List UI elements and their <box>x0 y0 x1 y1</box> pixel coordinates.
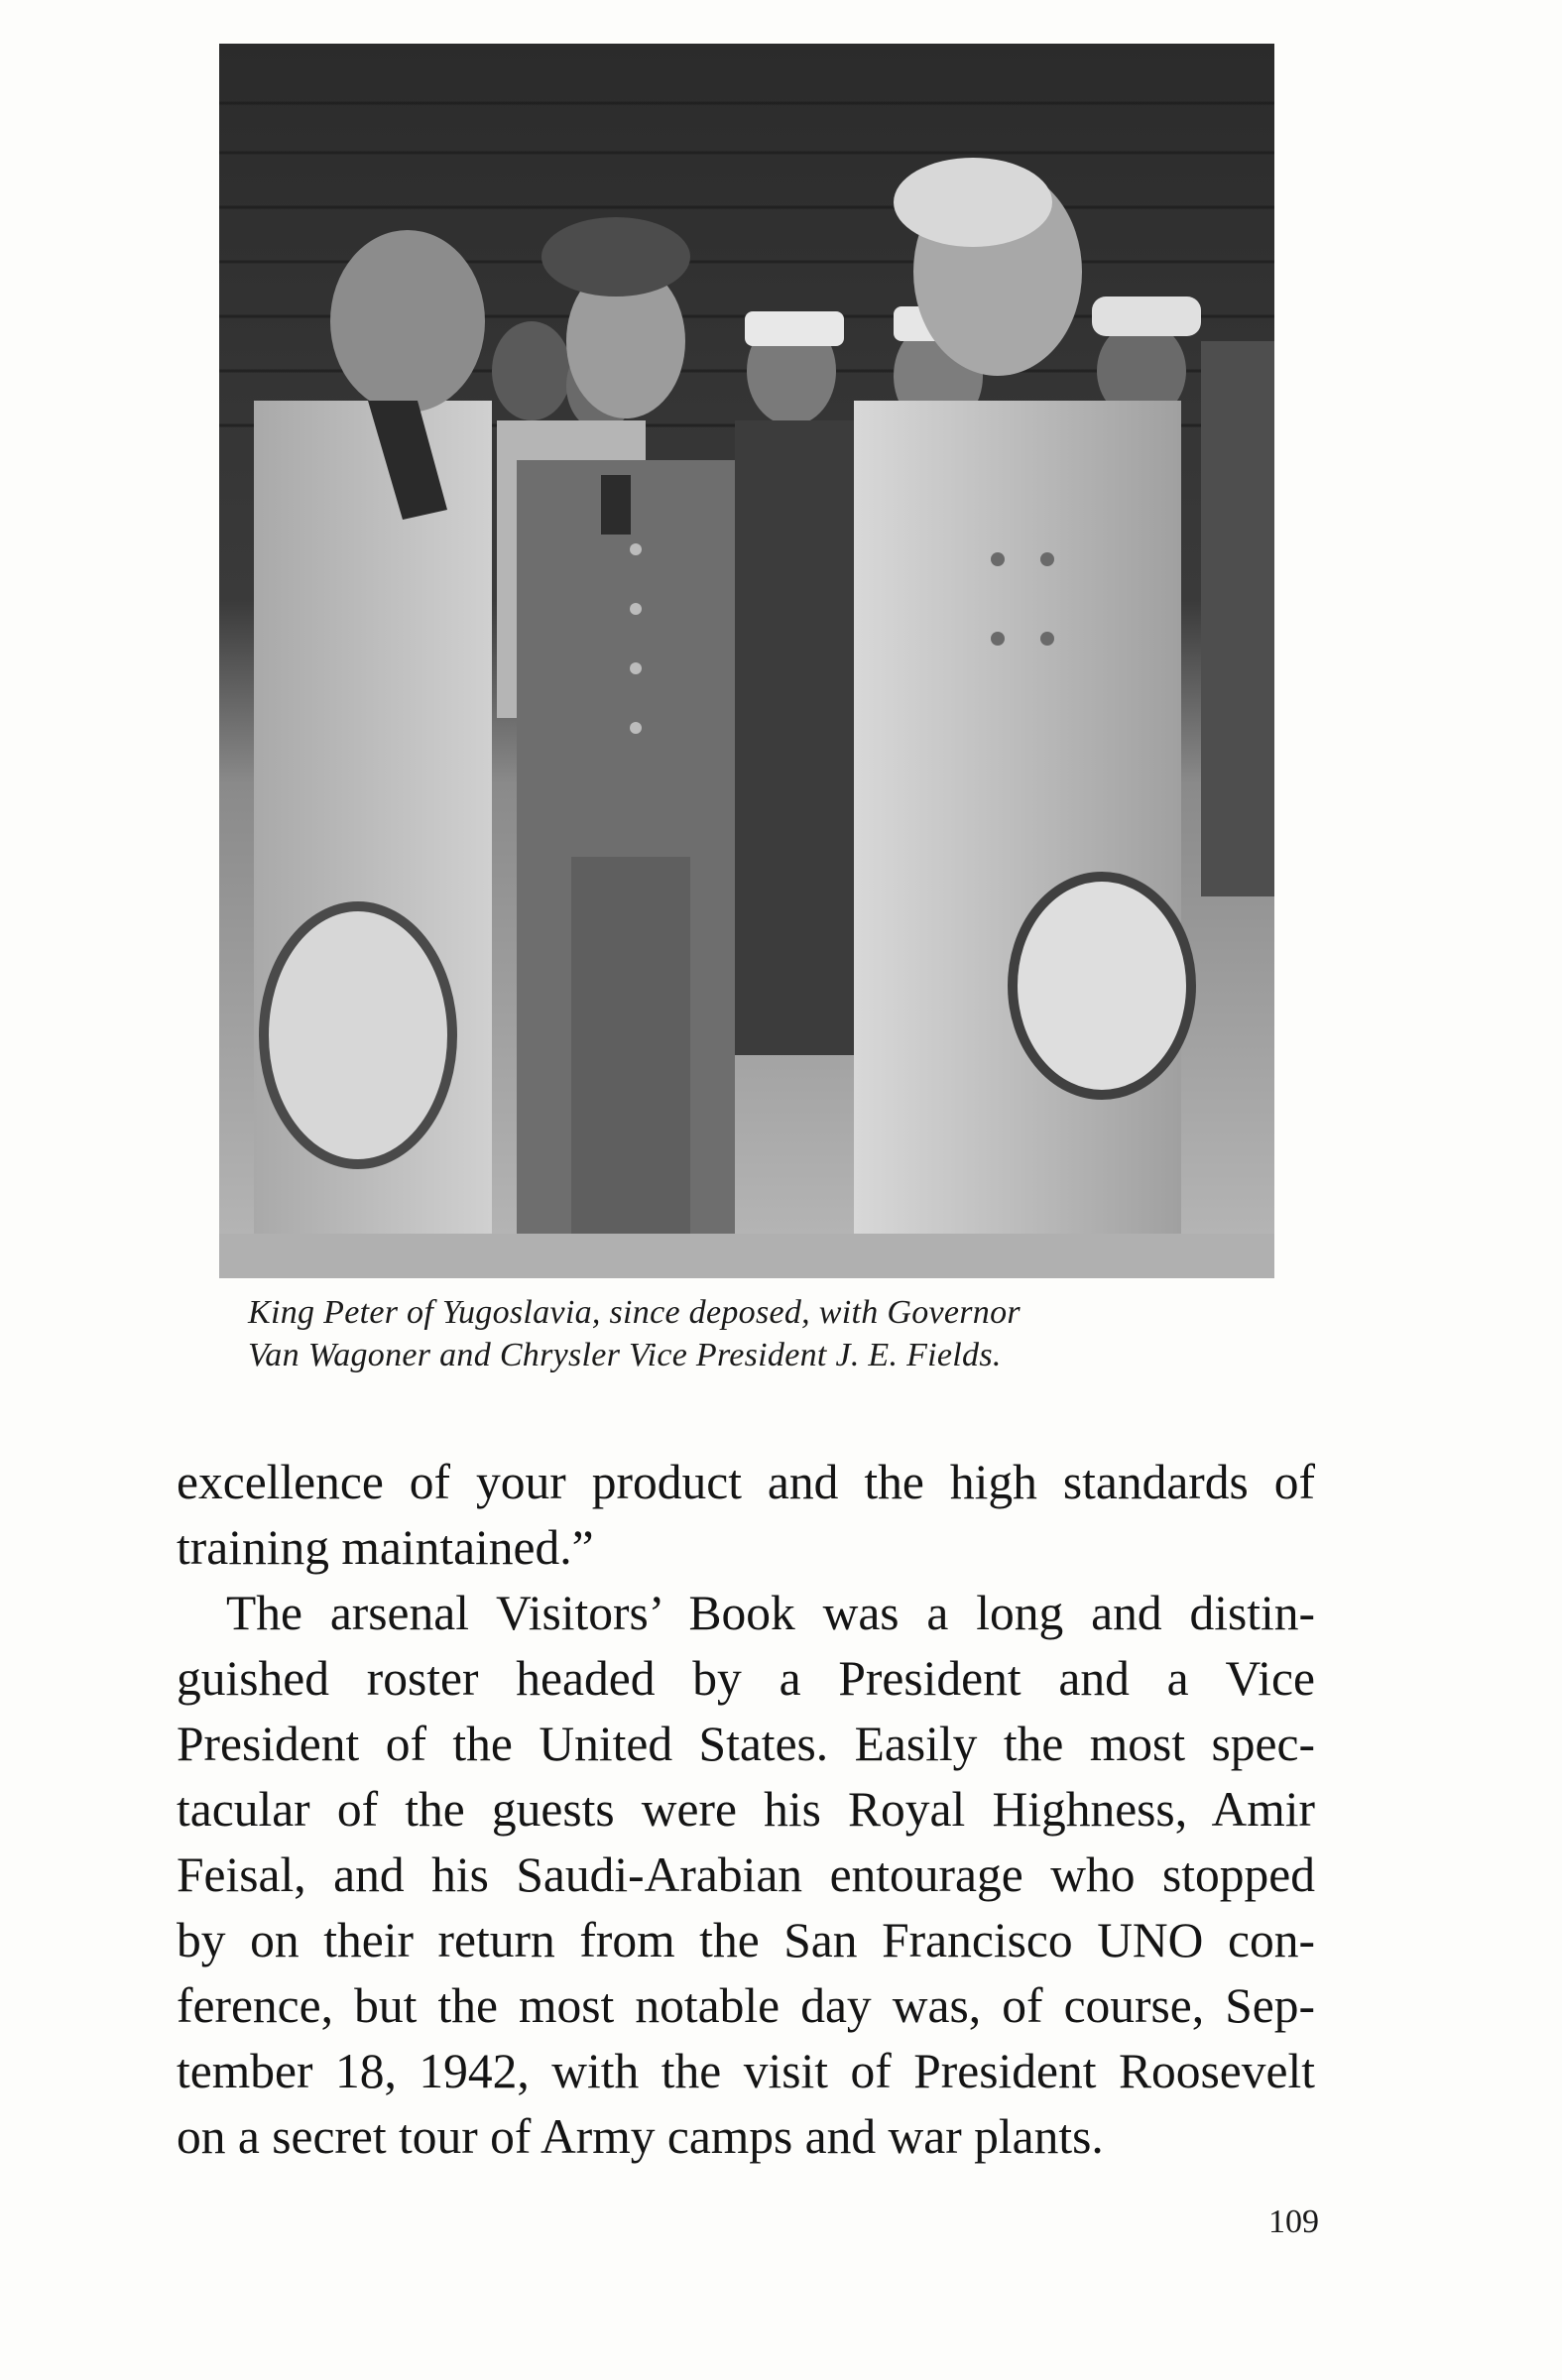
body-line: Feisal, and his Saudi-Arabian entourage who stopped <box>177 1847 1315 1902</box>
body-line: on a secret tour of Army camps and war plants. <box>177 2109 1104 2164</box>
body-line: ference, but the most notable day was, of course, Sep- <box>177 1978 1315 2033</box>
body-line: guished roster headed by a President and a Vice <box>177 1651 1315 1706</box>
photograph <box>219 44 1274 1278</box>
body-line: The arsenal Visitors’ Book was a long and distin- <box>226 1586 1315 1640</box>
caption-line: King Peter of Yugoslavia, since deposed, with Governor <box>248 1294 1021 1331</box>
body-line: tacular of the guests were his Royal Highness, Amir <box>177 1782 1315 1837</box>
body-line: President of the United States. Easily the most spec- <box>177 1717 1315 1771</box>
body-text <box>177 1450 1315 2170</box>
body-line: by on their return from the San Francisco UNO con- <box>177 1913 1315 1967</box>
caption-line: Van Wagoner and Chrysler Vice President J. E. Fields. <box>248 1337 1002 1373</box>
body-line: training maintained.” <box>177 1520 594 1575</box>
body-line: excellence of your product and the high standards of <box>177 1455 1315 1509</box>
body-line: tember 18, 1942, with the visit of President Roosevelt <box>177 2044 1315 2098</box>
photo-caption <box>248 1291 1260 1376</box>
photograph-image <box>219 44 1274 1278</box>
page-number: 109 <box>1268 2203 1319 2240</box>
